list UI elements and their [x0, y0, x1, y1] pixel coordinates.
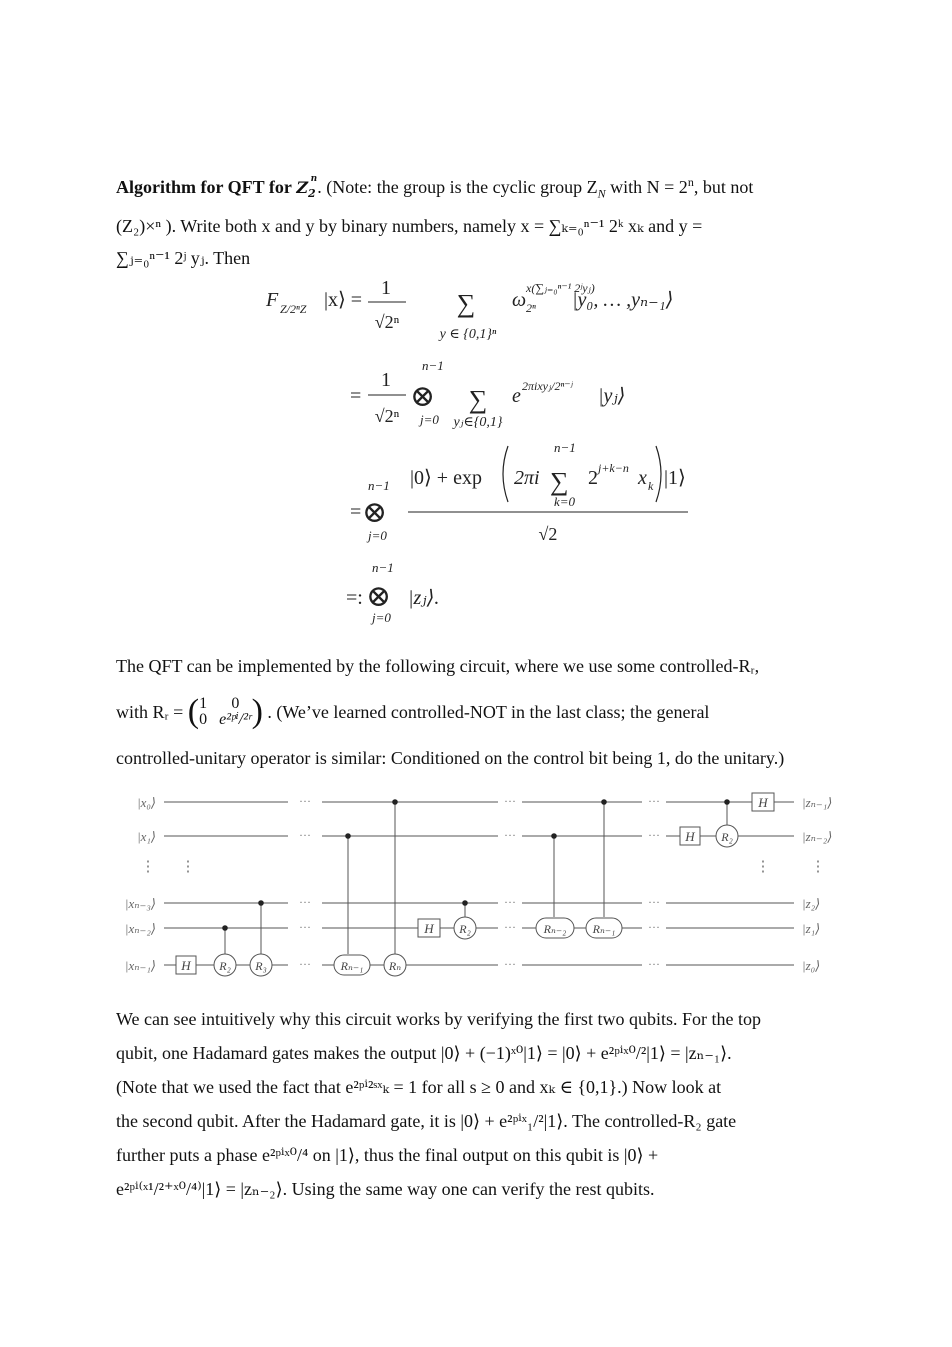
gate-label-rn-minus-1: Rₙ₋₁ [592, 922, 616, 936]
circuit-intro-line-1: The QFT can be implemented by the following circuit, where we use some controlled-Rᵣ, [116, 656, 760, 676]
control-dot [551, 833, 557, 839]
horizontal-ellipsis: ··· [299, 828, 311, 842]
input-label-x1: |x₁⟩ [137, 829, 156, 844]
ket-y-sequence: |y₀, … ,yₙ₋₁⟩ [572, 289, 674, 311]
horizontal-ellipsis: ··· [648, 794, 660, 808]
intro-line-2: (Z₂)×ⁿ ). Write both x and y by binary numbers, namely x = ∑ₖ₌₀ⁿ⁻¹ 2ᵏ xₖ and y = [116, 216, 703, 237]
otimes4-symbol: ⊗ [366, 580, 392, 613]
sum-symbol-1: ∑ [456, 289, 476, 318]
omega-exponent: x(∑ⱼ₌₀ⁿ⁻¹ 2ʲyⱼ) [526, 281, 595, 295]
vertical-ellipsis: ⋮ [810, 859, 826, 875]
eq3-term-base: 2 [588, 467, 598, 489]
intro-paragraph [116, 166, 846, 274]
frac2-denominator: √2ⁿ [374, 406, 400, 426]
control-dot [724, 799, 730, 805]
otimes2-lower: j=0 [420, 412, 439, 427]
intro-line-3: ∑ⱼ₌₀ⁿ⁻¹ 2ʲ yⱼ. Then [116, 248, 251, 269]
frac1-denominator: √2ⁿ [374, 312, 400, 332]
horizontal-ellipsis: ··· [504, 828, 516, 842]
control-dot [222, 925, 228, 931]
eq3-term-variable: x [638, 467, 647, 489]
horizontal-ellipsis: ··· [648, 957, 660, 971]
eq3-term-subscript: k [648, 479, 654, 493]
eq3-sum-lower: k=0 [554, 494, 576, 509]
horizontal-ellipsis: ··· [648, 828, 660, 842]
output-label-zn1: |zₙ₋₁⟩ [802, 795, 833, 810]
frac2-numerator: 1 [381, 369, 391, 391]
exponential-power: 2πixyⱼ/2ⁿ⁻ʲ [522, 379, 573, 393]
qft-operator-subscript: Z/2ⁿZ [280, 302, 307, 316]
gate-label-r2: R₂ [459, 922, 471, 936]
matrix-entry-12: 0 [231, 694, 240, 712]
input-label-xn3: |xₙ₋₃⟩ [124, 896, 156, 911]
omega-subscript: 2ⁿ [526, 301, 536, 315]
eq3-numerator-right: |1⟩ [664, 467, 686, 489]
control-dots [222, 799, 730, 931]
horizontal-ellipsis: ··· [504, 895, 516, 909]
control-dot [345, 833, 351, 839]
exponential-base: e [512, 385, 521, 407]
otimes4-upper: n−1 [372, 560, 394, 575]
vertical-ellipsis: ⋮ [140, 859, 156, 875]
rotation-matrix: ( 1 0 0 e²ᵖⁱ/²ʳ ) [187, 692, 263, 730]
intro-heading: Algorithm for QFT for [116, 177, 292, 197]
gate-label-r2: R₂ [721, 830, 733, 844]
matrix-entry-21: 0 [199, 710, 208, 728]
output-label-z1: |z₁⟩ [802, 921, 821, 936]
eq2-equals: = [350, 385, 362, 407]
intro-heading-math: $Z_2^n$ [296, 173, 318, 201]
circuit-intro-paragraph [116, 643, 846, 781]
eq3-term-power: j+k−n [598, 461, 629, 475]
intro-text-b: with N = 2 [605, 177, 688, 197]
horizontal-ellipsis: ··· [504, 794, 516, 808]
otimes4-lower: j=0 [372, 610, 391, 625]
output-label-zn2: |zₙ₋₂⟩ [802, 829, 833, 844]
sum-symbol-3: ∑ [550, 467, 569, 496]
otimes3-lower: j=0 [368, 528, 387, 543]
horizontal-ellipsis: ··· [299, 794, 311, 808]
ket-yj: |yⱼ⟩ [598, 385, 626, 407]
sum-symbol-2: ∑ [468, 385, 488, 414]
eq3-denominator: √2 [538, 524, 558, 544]
horizontal-ellipsis: ··· [504, 957, 516, 971]
qft-circuit-diagram [116, 785, 846, 980]
gate-label-rn: Rₙ [388, 959, 402, 973]
verification-paragraph [116, 1002, 846, 1206]
otimes3-upper: n−1 [368, 478, 390, 493]
gate-label-rn-minus-2: Rₙ₋₂ [543, 922, 567, 936]
intro-text-a: . (Note: the group is the cyclic group Z [317, 177, 598, 197]
gate-label-h: H [685, 829, 695, 844]
sum2-range: yⱼ∈{0,1} [453, 415, 503, 430]
matrix-entry-22: e²ᵖⁱ/²ʳ [219, 710, 252, 728]
verification-line-2: qubit, one Hadamard gates makes the output |0⟩ + (−1)ˣ⁰|1⟩ = |0⟩ + e²ᵖⁱˣ⁰/²|1⟩ = |zₙ₋₁⟩. [116, 1043, 732, 1063]
frac1-numerator: 1 [381, 277, 391, 299]
circuit-intro-line-3: controlled-unitary operator is similar: Conditioned on the control bit being 1, do the unitary.) [116, 748, 785, 768]
qft-operator-symbol: F [266, 289, 279, 311]
input-label-xn2: |xₙ₋₂⟩ [124, 921, 156, 936]
control-dot [462, 900, 468, 906]
gate-label-rn-minus-1: Rₙ₋₁ [340, 959, 364, 973]
verification-line-6: e²ᵖⁱ⁽ˣ¹/²⁺ˣ⁰/⁴⁾|1⟩ = |zₙ₋₂⟩. Using the same way one can verify the rest qubits. [116, 1179, 655, 1199]
gate-label-h: H [758, 795, 768, 810]
input-label-x0: |x₀⟩ [137, 795, 156, 810]
ket-zj: |zⱼ⟩. [408, 587, 440, 609]
otimes3-symbol: ⊗ [362, 496, 388, 529]
gate-label-h: H [181, 958, 191, 973]
vertical-ellipsis: ⋮ [180, 859, 196, 875]
intro-line-1: Algorithm for QFT for $Z_2^n$. (Note: the group is the cyclic group $Z_N$ with $N = 2^n$, but not [116, 173, 754, 201]
eq4-defines: =: [346, 587, 363, 609]
ket-x-equals: |x⟩ = [324, 289, 363, 311]
verification-line-5: further puts a phase e²ᵖⁱˣ⁰/⁴ on |1⟩, thus the final output on this qubit is |0⟩ + [116, 1145, 659, 1165]
intro-text-c: , but not [693, 177, 754, 197]
horizontal-ellipsis: ··· [299, 920, 311, 934]
verification-line-3: (Note that we used the fact that e²ᵖⁱ²ˢˣₖ = 1 for all s ≥ 0 and xₖ ∈ {0,1}.) Now look at [116, 1077, 722, 1097]
horizontal-ellipsis: ··· [299, 895, 311, 909]
omega-symbol: ω [512, 289, 527, 311]
qft-derivation-equations [250, 262, 710, 632]
circuit-intro-line-2: with Rᵣ = ( 1 0 0 e²ᵖⁱ/²ʳ ) . (We’ve learned controlled-NOT in the last class; the general [116, 692, 710, 730]
input-label-xn1: |xₙ₋₁⟩ [124, 958, 156, 973]
eq3-sum-upper: n−1 [554, 440, 576, 455]
control-dot [601, 799, 607, 805]
gate-label-r2: R₂ [219, 959, 231, 973]
otimes2-symbol: ⊗ [410, 380, 436, 413]
eq3-equals: = [350, 501, 362, 523]
horizontal-ellipsis: ··· [299, 957, 311, 971]
horizontal-ellipsis: ··· [504, 920, 516, 934]
eq3-numerator-left: |0⟩ + exp [410, 467, 482, 489]
gate-label-r3: R₃ [255, 959, 267, 973]
sum1-range: y ∈ {0,1}ⁿ [439, 327, 497, 342]
otimes2-upper: n−1 [422, 358, 444, 373]
horizontal-ellipsis: ··· [648, 920, 660, 934]
verification-line-4: the second qubit. After the Hadamard gate, it is |0⟩ + e²ᵖⁱˣ₁/²|1⟩. The controlled-R₂ gate [116, 1111, 737, 1131]
eq3-two-pi-i: 2πi [514, 467, 540, 489]
verification-line-1: We can see intuitively why this circuit works by verifying the first two qubits. For the top [116, 1009, 761, 1029]
vertical-ellipsis: ⋮ [755, 859, 771, 875]
control-dot [258, 900, 264, 906]
gate-label-h: H [424, 921, 434, 936]
output-label-z0: |z₀⟩ [802, 958, 821, 973]
output-label-z2: |z₂⟩ [802, 896, 821, 911]
horizontal-ellipsis: ··· [648, 895, 660, 909]
control-dot [392, 799, 398, 805]
matrix-entry-11: 1 [199, 694, 208, 712]
